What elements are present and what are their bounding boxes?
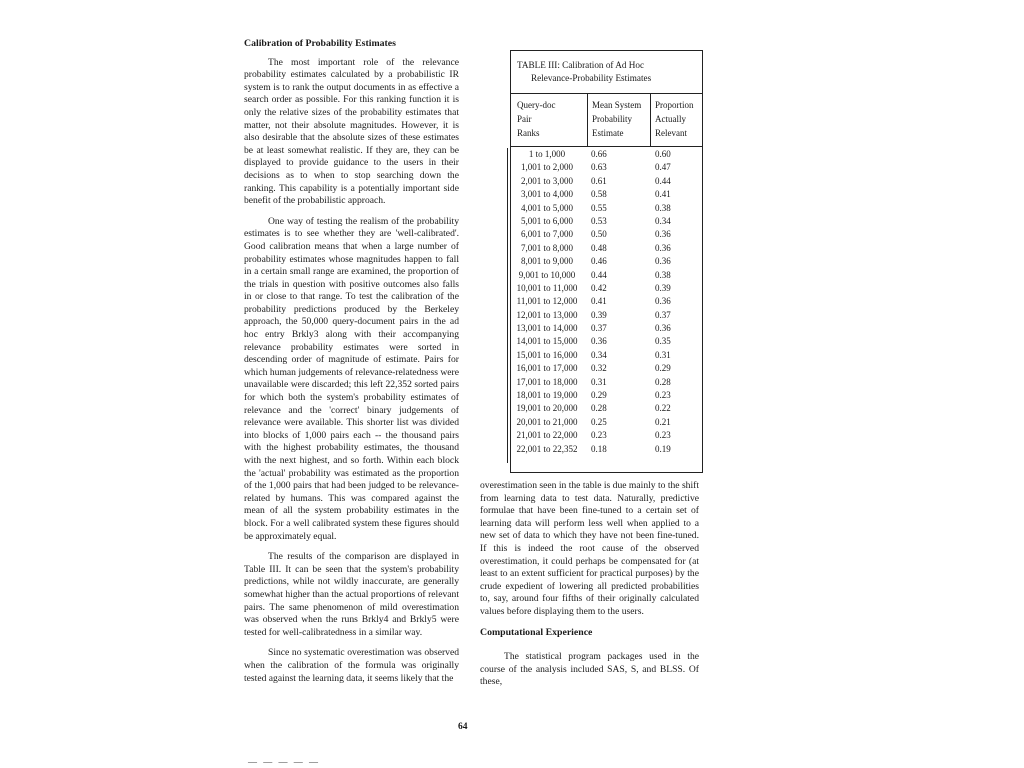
table-caption <box>517 59 698 85</box>
cell-rank-range: 20,001 to 21,000 <box>516 416 578 427</box>
cell-rank-range: 6,001 to 7,000 <box>520 229 573 240</box>
cell-proportion-relevant: 0.39 <box>655 282 671 293</box>
cell-rank-range: 8,001 to 9,000 <box>520 256 573 267</box>
cell-mean-estimate: 0.23 <box>591 430 607 441</box>
cell-mean-estimate: 0.63 <box>591 162 607 173</box>
cell-rank-range: 16,001 to 17,000 <box>516 363 578 374</box>
cell-mean-estimate: 0.39 <box>591 309 607 320</box>
cell-rank-range: 15,001 to 16,000 <box>516 349 578 360</box>
cell-mean-estimate: 0.25 <box>591 416 607 427</box>
table-row <box>511 309 702 322</box>
section-heading-calibration: Calibration of Probability Estimates <box>244 38 396 49</box>
cell-rank-range: 1 to 1,000 <box>528 149 566 159</box>
cell-rank-range: 3,001 to 4,000 <box>520 189 573 200</box>
column-header-ranks: Query-doc Pair Ranks <box>517 100 556 138</box>
cell-mean-estimate: 0.36 <box>591 336 607 347</box>
table-row <box>511 429 702 442</box>
cell-proportion-relevant: 0.47 <box>655 162 671 173</box>
right-text-column <box>480 480 699 697</box>
cell-rank-range: 5,001 to 6,000 <box>520 215 573 226</box>
cell-rank-range: 18,001 to 19,000 <box>516 390 578 401</box>
cell-mean-estimate: 0.53 <box>591 215 607 226</box>
table-row <box>511 148 702 161</box>
table-caption-line2: Relevance-Probability Estimates <box>531 73 652 83</box>
cell-mean-estimate: 0.61 <box>591 175 607 186</box>
table-row <box>511 335 702 348</box>
left-text-column <box>244 38 459 693</box>
cell-rank-range: 12,001 to 13,000 <box>516 309 578 320</box>
cell-proportion-relevant: 0.36 <box>655 242 671 253</box>
cell-proportion-relevant: 0.23 <box>655 430 671 441</box>
cell-mean-estimate: 0.37 <box>591 323 607 334</box>
cell-rank-range: 10,001 to 11,000 <box>516 282 578 293</box>
table-row <box>511 416 702 429</box>
cell-proportion-relevant: 0.21 <box>655 416 671 427</box>
cell-rank-range: 4,001 to 5,000 <box>520 202 573 213</box>
table-row <box>511 255 702 268</box>
cell-mean-estimate: 0.48 <box>591 242 607 253</box>
table-row <box>511 282 702 295</box>
table-divider <box>650 93 651 146</box>
cell-mean-estimate: 0.32 <box>591 363 607 374</box>
cell-rank-range: 13,001 to 14,000 <box>516 323 578 334</box>
table-row <box>511 242 702 255</box>
calibration-table <box>510 50 703 473</box>
column-header-proportion-relevant: Proportion Actually Relevant <box>655 100 694 138</box>
cell-proportion-relevant: 0.28 <box>655 376 671 387</box>
cell-rank-range: 14,001 to 15,000 <box>516 336 578 347</box>
cell-proportion-relevant: 0.38 <box>655 269 671 280</box>
table-caption-line1: TABLE III: Calibration of Ad Hoc <box>517 60 645 70</box>
cell-rank-range: 7,001 to 8,000 <box>520 242 573 253</box>
cell-mean-estimate: 0.31 <box>591 376 607 387</box>
cell-proportion-relevant: 0.37 <box>655 309 671 320</box>
paragraph: One way of testing the realism of the probability estimates is to see whether they are 'well-calibrated'. Good calibration means that when a large number of probability estimates whose magnitudes happen to fall in a certain small range are examined, the proportion of the trials in question with positive outcomes also falls in or close to that range. To test the calibration of the probability predictions produced by the Berkeley approach, the 50,000 query-document pairs in the ad hoc entry Brkly3 along with their accompanying relevance probability estimates were sorted in descending order of magnitude of estimate. Pairs for which human judgements of relevance-relatedness were unavailable were discarded; this left 22,352 sorted pairs for which both the system's probability estimates of relevance and the 'correct' binary judgements of relevance were available. This shorter list was divided into blocks of 1,000 pairs each -- the thousand pairs with the highest probability estimates, the thousand with the next highest, and so forth. Within each block the 'actual' probability was estimated as the proportion of the 1,000 pairs that had been judged to be relevance-related by humans. This was compared against the mean of all the system probability estimates in the block. For a well calibrated system these figures should be approximately equal. <box>244 215 459 542</box>
cell-mean-estimate: 0.55 <box>591 202 607 213</box>
cell-mean-estimate: 0.18 <box>591 443 607 454</box>
cell-proportion-relevant: 0.36 <box>655 296 671 307</box>
table-row <box>511 215 702 228</box>
cell-mean-estimate: 0.44 <box>591 269 607 280</box>
cell-mean-estimate: 0.42 <box>591 282 607 293</box>
paragraph: The statistical program packages used in the course of the analysis included SAS, S, and BLSS. Of these, <box>480 651 699 688</box>
cell-mean-estimate: 0.50 <box>591 229 607 240</box>
cell-proportion-relevant: 0.29 <box>655 363 671 374</box>
table-row <box>511 202 702 215</box>
table-row <box>511 161 702 174</box>
paragraph: The most important role of the relevance probability estimates calculated by a probabilistic IR system is to rank the output documents in as effective a search order as possible. For this ranking function it is only the relative sizes of the probability estimates that matter, not their absolute magnitudes. However, it is also desirable that the absolute sizes of these estimates be at least somewhat realistic. If they are, they can be displayed to provide guidance to the users in their decisions as to when to stop searching down the ranking. This capability is a potentially important side benefit of the probabilistic approach. <box>244 56 459 207</box>
cell-proportion-relevant: 0.19 <box>655 443 671 454</box>
cell-mean-estimate: 0.41 <box>591 296 607 307</box>
section-heading-computational: Computational Experience <box>480 626 593 638</box>
cell-proportion-relevant: 0.44 <box>655 175 671 186</box>
cell-proportion-relevant: 0.23 <box>655 390 671 401</box>
cell-proportion-relevant: 0.34 <box>655 215 671 226</box>
paragraph: The results of the comparison are displayed in Table III. It can be seen that the system's probability predictions, while not wildly inaccurate, are generally somewhat higher than the actual proportions of relevant pairs. The same phenomenon of mild overestimation was observed when the runs Brkly4 and Brkly5 were tested for well-calibratedness in a similar way. <box>244 551 459 638</box>
table-row <box>511 269 702 282</box>
cell-mean-estimate: 0.66 <box>591 149 607 159</box>
cell-rank-range: 1,001 to 2,000 <box>520 162 573 173</box>
table-left-margin-line <box>507 148 508 463</box>
cell-rank-range: 11,001 to 12,000 <box>516 296 578 307</box>
cell-proportion-relevant: 0.36 <box>655 323 671 334</box>
table-row <box>511 322 702 335</box>
table-rule-top <box>511 93 702 94</box>
cell-proportion-relevant: 0.31 <box>655 349 671 360</box>
footer-marks: — — — — — <box>248 757 320 767</box>
cell-rank-range: 22,001 to 22,352 <box>516 443 578 454</box>
cell-rank-range: 2,001 to 3,000 <box>520 175 573 186</box>
table-body <box>511 148 702 456</box>
table-row <box>511 389 702 402</box>
table-row <box>511 188 702 201</box>
cell-rank-range: 17,001 to 18,000 <box>516 376 578 387</box>
paragraph: Since no systematic overestimation was observed when the calibration of the formula was originally tested against the learning data, it seems likely that the <box>244 647 459 684</box>
table-row <box>511 175 702 188</box>
cell-rank-range: 21,001 to 22,000 <box>516 430 578 441</box>
table-row <box>511 228 702 241</box>
cell-rank-range: 9,001 to 10,000 <box>518 269 576 280</box>
cell-proportion-relevant: 0.22 <box>655 403 671 414</box>
cell-proportion-relevant: 0.41 <box>655 189 671 200</box>
paragraph: overestimation seen in the table is due mainly to the shift from learning data to test data. Naturally, predictive formulae that have been fine-tuned to a certain set of learning data will perform less well when applied to a new set of data to which they have not been fine-tuned. If this is indeed the root cause of the observed overestimation, it could perhaps be compensated for (at least to an extent sufficient for practical purposes) by the crude expedient of lowering all predicted probabilities to, say, around four fifths of their originally calculated values before displaying them to the users. <box>480 480 700 617</box>
table-rule-header <box>511 146 702 147</box>
cell-proportion-relevant: 0.35 <box>655 336 671 347</box>
cell-proportion-relevant: 0.36 <box>655 229 671 240</box>
column-header-mean-estimate: Mean System Probability Estimate <box>592 100 642 138</box>
table-row <box>511 443 702 456</box>
cell-proportion-relevant: 0.60 <box>655 149 671 159</box>
cell-mean-estimate: 0.29 <box>591 390 607 401</box>
cell-mean-estimate: 0.58 <box>591 189 607 200</box>
cell-mean-estimate: 0.28 <box>591 403 607 414</box>
table-row <box>511 402 702 415</box>
table-row <box>511 376 702 389</box>
table-divider <box>587 93 588 146</box>
cell-proportion-relevant: 0.38 <box>655 202 671 213</box>
table-row <box>511 362 702 375</box>
cell-proportion-relevant: 0.36 <box>655 256 671 267</box>
cell-mean-estimate: 0.46 <box>591 256 607 267</box>
cell-mean-estimate: 0.34 <box>591 349 607 360</box>
cell-rank-range: 19,001 to 20,000 <box>516 403 578 414</box>
page-number: 64 <box>458 722 468 732</box>
table-row <box>511 295 702 308</box>
table-row <box>511 349 702 362</box>
